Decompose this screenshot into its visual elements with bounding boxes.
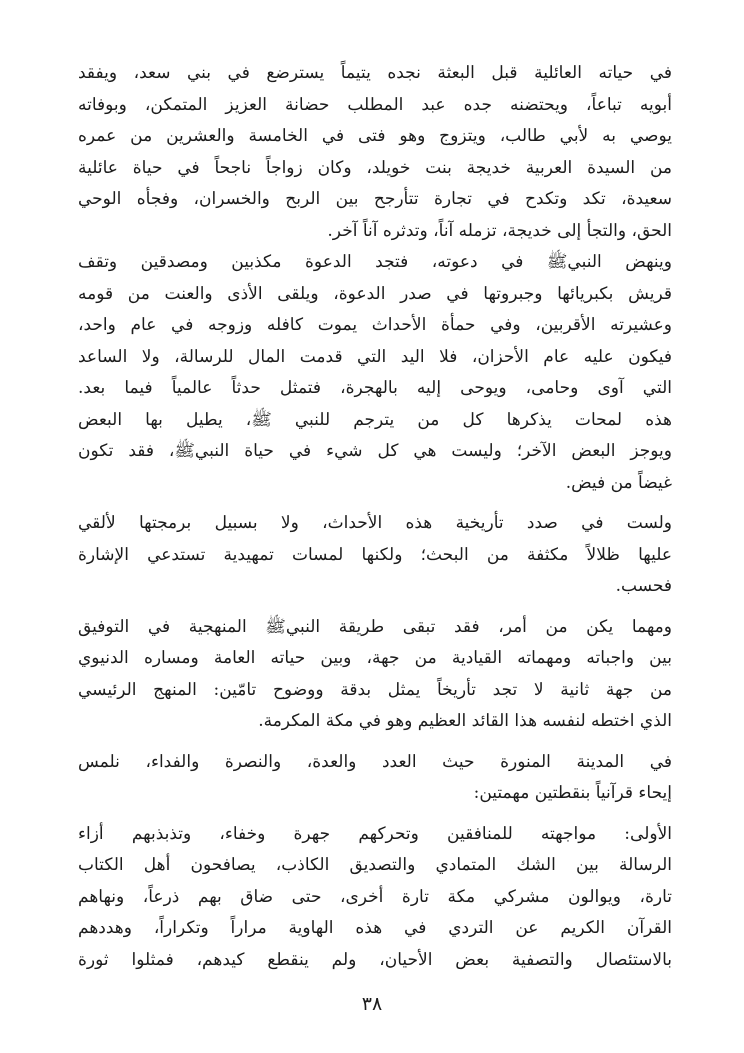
text-line: من السيدة العربية خديجة بنت خويلد، وكان زواجاً ناجحاً في حياة عائلية: [78, 157, 672, 178]
text-line: عليها ظلالاً مكثفة من البحث؛ ولكنها لمسات تمهيدية تستدعي الإشارة: [78, 544, 672, 565]
text-line: بين واجباته ومهماته القيادية من جهة، وبين حياته العامة ومساره الدنيوي: [78, 648, 672, 668]
text-line: وعشيرته الأقربين، وفي حمأة الأحداث يموت كافله وزوجه في عام واحد،: [78, 315, 672, 335]
text-line: التي آوى وحامى، ويوحى إليه بالهجرة، فتمثل حدثاً عالمياً فيما بعد.: [78, 378, 672, 398]
text-line: بالاستئصال والتصفية بعض الأحيان، ولم ينقطع كيدهم، فمثلوا ثورة: [78, 949, 672, 970]
text-line: قريش بكبريائها وجبروتها في صدر الدعوة، ويلقى الأذى والعنت من قومه: [78, 283, 672, 304]
paragraph-6: [78, 747, 672, 810]
text-line: يوصي به لأبي طالب، ويتزوج وهو فتى في الخامسة والعشرين من عمره: [78, 126, 672, 146]
text-line: الرسالة بين الشك المتمادي والتصديق الكاذب، يصافحون أهل الكتاب: [78, 855, 672, 875]
text-line: الحق، والتجأ إلى خديجة، تزمله آناً، وتدثره آناً آخر.: [327, 220, 672, 241]
text-line: وينهض النبيﷺ في دعوته، فتجد الدعوة مكذبين ومصدقين وتقف: [78, 252, 672, 272]
text-line: ومهما يكن من أمر، فقد تبقى طريقة النبيﷺ المنهجية في التوفيق: [78, 616, 672, 637]
text-line: ولست في صدد تأريخية هذه الأحداث، ولا بسبيل برمجتها لألقي: [78, 513, 672, 533]
paragraph-3: [78, 405, 672, 500]
paragraph-gap: [78, 810, 672, 819]
text-line: هذه لمحات يذكرها كل من يترجم للنبي ﷺ، يطيل بها البعض: [78, 409, 672, 430]
paragraph-5: [78, 612, 672, 738]
page-number: ٣٨: [361, 993, 383, 1015]
text-line: في المدينة المنورة حيث العدد والعدة، والنصرة والفداء، نلمس: [78, 751, 672, 772]
paragraph-7: [78, 819, 672, 977]
paragraph-2: [78, 247, 672, 405]
paragraph-gap: [78, 603, 672, 612]
paragraph-gap: [78, 499, 672, 508]
text-line: فحسب.: [615, 576, 672, 596]
text-line: فيكون عليه عام الأحزان، فلا اليد التي قدمت المال للرسالة، ولا الساعد: [78, 346, 672, 367]
text-line: في حياته العائلية قبل البعثة نجده يتيماً يسترضع في بني سعد، ويفقد: [78, 63, 672, 83]
text-line: تارة، ويوالون مشركي مكة تارة أخرى، حتى ضاق بهم ذرعاً، ونهاهم: [78, 886, 672, 907]
page-body: [78, 58, 672, 1038]
text-line: القرآن الكريم عن التردي في هذه الهاوية مراراً وتكراراً، وهددهم: [78, 918, 672, 938]
text-line: الأولى: مواجهته للمنافقين وتحركهم جهرة وخفاء، وتذبذبهم أزاء: [78, 823, 672, 844]
text-line: إيحاء قرآنياً بنقطتين مهمتين:: [473, 783, 672, 803]
text-line: غيضاً من فيض.: [565, 472, 672, 493]
paragraph-gap: [78, 738, 672, 747]
text-line: من جهة ثانية لا تجد تأريخاً يمثل بدقة ووضوح تامّين: المنهج الرئيسي: [78, 679, 672, 700]
text-line: أبويه تباعاً، ويحتضنه جده عبد المطلب حضانة العزيز المتمكن، وبوفاته: [78, 94, 672, 115]
text-line: الذي اختطه لنفسه هذا القائد العظيم وهو في مكة المكرمة.: [258, 711, 672, 731]
text-line: سعيدة، تكد وتكدح في تجارة تتأرجح بين الربح والخسران، وفجأه الوحي: [78, 189, 672, 209]
paragraph-1: [78, 58, 672, 247]
text-line: ويوجز البعض الآخر؛ وليست هي كل شيء في حياة النبيﷺ، فقد تكون: [78, 441, 672, 461]
paragraph-4: [78, 508, 672, 603]
